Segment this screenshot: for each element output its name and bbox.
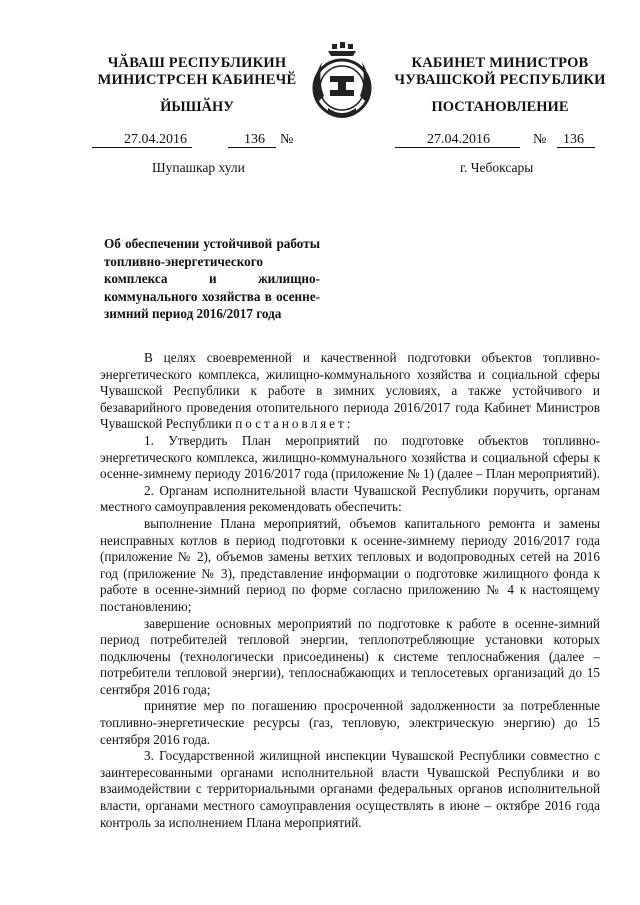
intro-text: В целях своевременной и качественной подготовки объектов топливно-энергетического комплекса, жилищно-коммунального хозяйства и социальной сферы Чувашской Республики к работе в зимних условиях, а также устойчивого и безаварийного проведения отопительного периода 2016/2017 года Кабинет Министров Чувашской Республики	[100, 350, 600, 432]
issuer-name-russian-line1: КАБИНЕТ МИНИСТРОВ	[411, 55, 589, 71]
issuer-header-chuvash	[92, 55, 302, 89]
item-2: 2. Органам исполнительной власти Чувашской Республики поручить, органам местного самоуправления рекомендовать обеспечить:	[100, 482, 600, 515]
doc-number-chuvash: 136	[244, 132, 265, 147]
document-body	[100, 350, 600, 831]
chuvash-coat-of-arms-icon	[304, 42, 380, 124]
number-sign-russian: №	[533, 132, 547, 147]
item-2-subitem-b: завершение основных мероприятий по подготовке к работе в осенне-зимний период потребителей тепловой энергии, теплопотребляющие установки которых подключены (технологически присоединены) к системе теплоснабжения (далее – потребители тепловой энергии), теплоснабжающих и теплосетевых организаций до 15 сентября 2016 года;	[100, 615, 600, 697]
place-russian: г. Чебоксары	[460, 160, 534, 175]
intro-paragraph	[100, 350, 600, 433]
place-chuvash: Шупашкар хули	[152, 160, 245, 175]
item-3: 3. Государственной жилищной инспекции Чувашской Республики совместно с заинтересованными органами исполнительной власти Чувашской Республики и во взаимодействии с территориальными органами федеральных органов исполнительной власти, органами местного самоуправления осуществлять в июне – октябре 2016 года контроль за исполнением Плана мероприятий.	[100, 748, 600, 830]
doc-type-chuvash: ЙЫШӐНУ	[160, 99, 234, 115]
date-chuvash: 27.04.2016	[124, 132, 187, 147]
decree-word: постановляет:	[235, 416, 354, 432]
document-title: Об обеспечении устойчивой работы топливно-энергетического комплекса и жилищно-коммунального хозяйства в осенне-зимний период 2016/2017 года	[104, 236, 320, 321]
doc-type-russian: ПОСТАНОВЛЕНИЕ	[431, 99, 569, 115]
issuer-name-russian-line2: ЧУВАШСКОЙ РЕСПУБЛИКИ	[394, 72, 606, 88]
item-2-subitem-c: принятие мер по погашению просроченной задолженности за потребленные топливно-энергетические ресурсы (газ, тепловую, электрическую энергию) до 15 сентября 2016 года.	[100, 698, 600, 747]
number-sign-chuvash: №	[280, 132, 294, 147]
item-2-subitem-a: выполнение Плана мероприятий, объемов капитального ремонта и замены неисправных котлов в период подготовки к осенне-зимнему периоду 2016/2017 года (приложение № 2), объемов замены ветхих тепловых и водопроводных сетей на 2016 год (приложение № 3), представление информации о подготовке жилищного фонда к работе в осенне-зимний период по форме согласно приложению № 4 к настоящему постановлению;	[100, 515, 600, 614]
issuer-name-chuvash-line2: МИНИСТРСЕН КАБИНЕЧӖ	[97, 72, 297, 88]
doc-number-russian: 136	[563, 132, 584, 147]
issuer-header-russian	[385, 55, 615, 89]
item-1: 1. Утвердить План мероприятий по подготовке объектов топливно-энергетического комплекса, жилищно-коммунального хозяйства и социальной сферы к осенне-зимнему периоду 2016/2017 года (приложение № 1) (далее – План мероприятий).	[100, 432, 600, 482]
issuer-name-chuvash-line1: ЧӐВАШ РЕСПУБЛИКИН	[107, 55, 287, 71]
date-russian: 27.04.2016	[427, 132, 490, 147]
